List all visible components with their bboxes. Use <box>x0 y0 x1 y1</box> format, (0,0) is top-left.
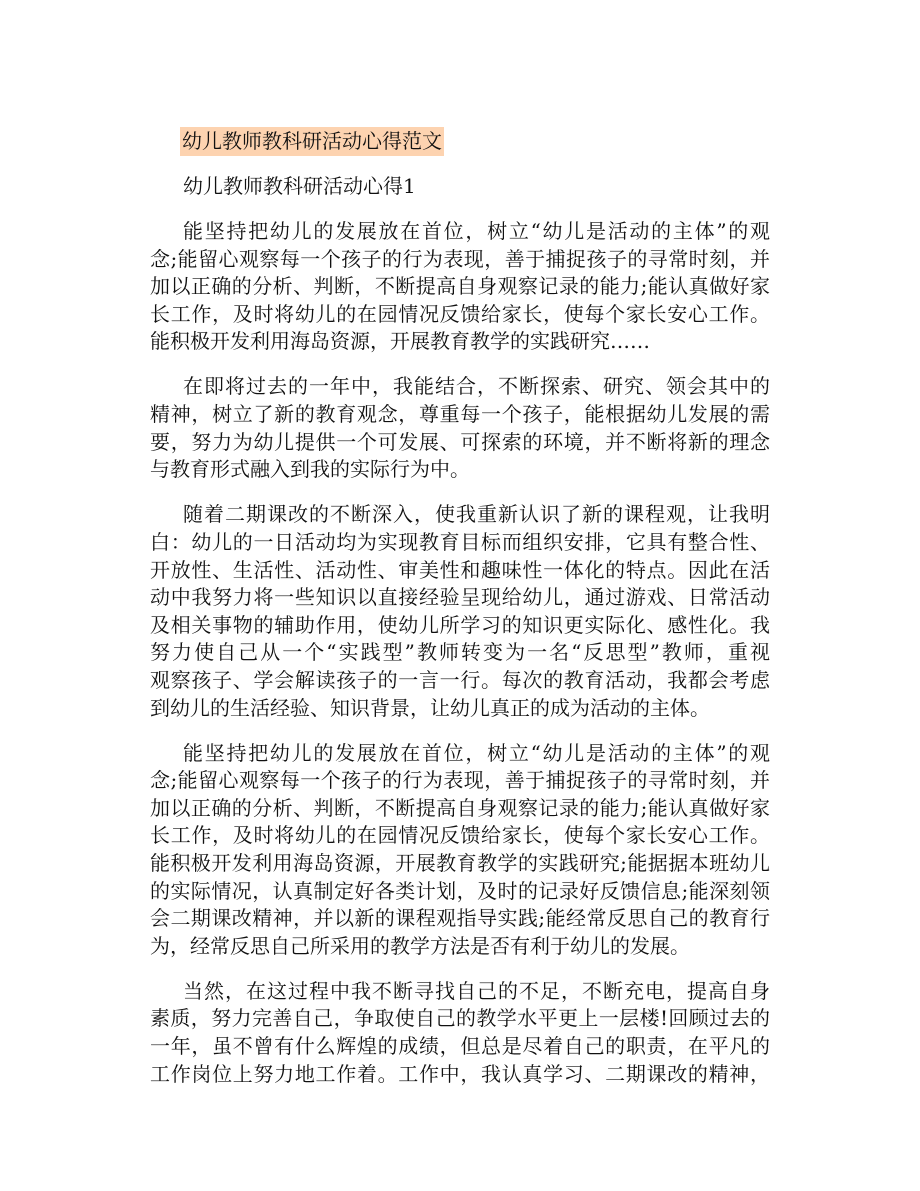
paragraph-line: 在即将过去的一年中，我能结合，不断探索、研究、领会其中的 <box>183 374 770 399</box>
document-title: 幼儿教师教科研活动心得范文 <box>180 127 444 156</box>
paragraph <box>150 978 770 1088</box>
paragraph-line: 精神，树立了新的教育观念，尊重每一个孩子，能根据幼儿发展的需 <box>150 402 770 427</box>
paragraph <box>150 740 770 961</box>
paragraph-line: 观察孩子、学会解读孩子的一言一行。每次的教育活动，我都会考虑 <box>150 667 770 692</box>
paragraph-line: 能坚持把幼儿的发展放在首位，树立“幼儿是活动的主体”的观 <box>183 219 770 243</box>
paragraph-line: 能积极开发利用海岛资源，开展教育教学的实践研究…… <box>150 329 650 354</box>
document-body <box>150 218 770 1106</box>
paragraph-line: 与教育形式融入到我的实际行为中。 <box>150 457 470 482</box>
paragraph-line: 一年，虽不曾有什么辉煌的成绩，但总是尽着自己的职责，在平凡的 <box>150 1034 770 1059</box>
paragraph-line: 工作岗位上努力地工作着。工作中，我认真学习、二期课改的精神， <box>150 1061 770 1086</box>
paragraph-line: 当然，在这过程中我不断寻找自己的不足，不断充电，提高自身 <box>183 978 770 1003</box>
paragraph <box>150 501 770 722</box>
paragraph-line: 为，经常反思自己所采用的教学方法是否有利于幼儿的发展。 <box>150 933 690 958</box>
paragraph-line: 加以正确的分析、判断，不断提高自身观察记录的能力;能认真做好家 <box>150 274 770 299</box>
paragraph-line: 会二期课改精神，并以新的课程观指导实践;能经常反思自己的教育行 <box>150 906 770 931</box>
paragraph-line: 动中我努力将一些知识以直接经验呈现给幼儿，通过游戏、日常活动 <box>150 585 770 610</box>
paragraph <box>150 373 770 483</box>
paragraph-line: 到幼儿的生活经验、知识背景，让幼儿真正的成为活动的主体。 <box>150 695 710 720</box>
paragraph-line: 白：幼儿的一日活动均为实现教育目标而组织安排，它具有整合性、 <box>150 529 770 554</box>
paragraph-line: 念;能留心观察每一个孩子的行为表现，善于捕捉孩子的寻常时刻，并 <box>150 768 770 793</box>
paragraph-line: 长工作，及时将幼儿的在园情况反馈给家长，使每个家长安心工作。 <box>150 301 770 326</box>
paragraph-line: 及相关事物的辅助作用，使幼儿所学习的知识更实际化、感性化。我 <box>150 612 770 637</box>
paragraph-line: 能积极开发利用海岛资源，开展教育教学的实践研究;能据据本班幼儿 <box>150 850 770 875</box>
paragraph-line: 念;能留心观察每一个孩子的行为表现，善于捕捉孩子的寻常时刻，并 <box>150 246 770 271</box>
paragraph-line: 的实际情况，认真制定好各类计划，及时的记录好反馈信息;能深刻领 <box>150 878 770 903</box>
paragraph-line: 努力使自己从一个“实践型”教师转变为一名“反思型”教师，重视 <box>150 640 770 665</box>
document-subtitle: 幼儿教师教科研活动心得1 <box>183 174 416 198</box>
paragraph-line: 要，努力为幼儿提供一个可发展、可探索的环境，并不断将新的理念 <box>150 429 770 454</box>
paragraph-line: 开放性、生活性、活动性、审美性和趣味性一体化的特点。因此在活 <box>150 557 770 582</box>
paragraph-line: 长工作，及时将幼儿的在园情况反馈给家长，使每个家长安心工作。 <box>150 823 770 848</box>
paragraph-line: 随着二期课改的不断深入，使我重新认识了新的课程观，让我明 <box>183 502 770 527</box>
paragraph <box>150 218 770 356</box>
paragraph-line: 能坚持把幼儿的发展放在首位，树立“幼儿是活动的主体”的观 <box>183 740 770 765</box>
paragraph-line: 素质，努力完善自己，争取使自己的教学水平更上一层楼!回顾过去的 <box>150 1006 770 1031</box>
paragraph-line: 加以正确的分析、判断，不断提高自身观察记录的能力;能认真做好家 <box>150 795 770 820</box>
